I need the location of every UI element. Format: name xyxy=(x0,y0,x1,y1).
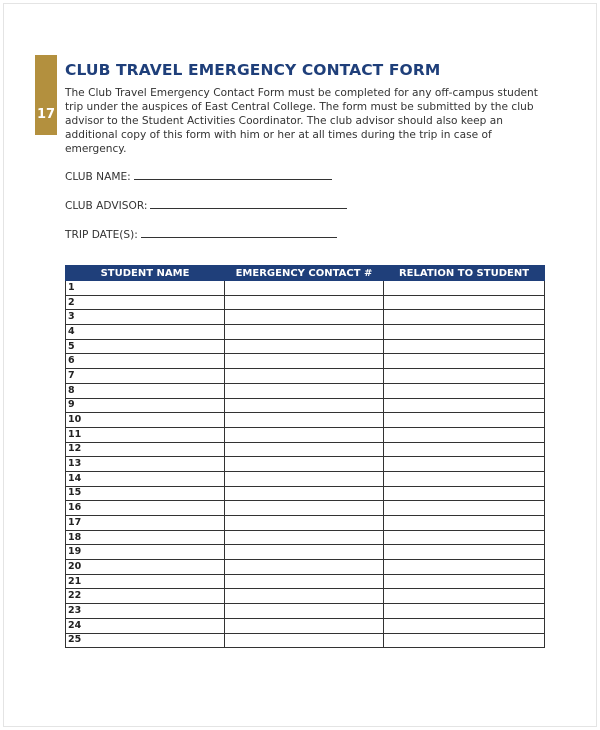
student-name-cell[interactable] xyxy=(66,604,225,619)
relation-cell[interactable] xyxy=(384,457,545,472)
row-number: 18 xyxy=(68,531,82,543)
table-row xyxy=(66,530,545,545)
header-student-name: STUDENT NAME xyxy=(66,266,225,281)
relation-cell[interactable] xyxy=(384,413,545,428)
relation-cell[interactable] xyxy=(384,486,545,501)
relation-cell[interactable] xyxy=(384,574,545,589)
emergency-contact-cell[interactable] xyxy=(225,369,384,384)
row-number: 10 xyxy=(68,414,82,426)
emergency-contact-cell[interactable] xyxy=(225,545,384,560)
form-title: CLUB TRAVEL EMERGENCY CONTACT FORM xyxy=(65,61,441,79)
relation-cell[interactable] xyxy=(384,471,545,486)
table-row xyxy=(66,339,545,354)
table-row xyxy=(66,281,545,296)
table-row xyxy=(66,516,545,531)
student-name-cell[interactable] xyxy=(66,398,225,413)
row-number: 11 xyxy=(68,428,82,440)
table-row xyxy=(66,354,545,369)
relation-cell[interactable] xyxy=(384,633,545,648)
student-name-cell[interactable] xyxy=(66,560,225,575)
row-number: 6 xyxy=(68,355,75,367)
student-name-cell[interactable] xyxy=(66,574,225,589)
table-row xyxy=(66,398,545,413)
relation-cell[interactable] xyxy=(384,560,545,575)
row-number: 25 xyxy=(68,634,82,646)
student-name-cell[interactable] xyxy=(66,486,225,501)
relation-cell[interactable] xyxy=(384,325,545,340)
row-number: 12 xyxy=(68,443,82,455)
table-row xyxy=(66,604,545,619)
emergency-contact-cell[interactable] xyxy=(225,413,384,428)
relation-cell[interactable] xyxy=(384,310,545,325)
table-row xyxy=(66,501,545,516)
student-name-cell[interactable] xyxy=(66,633,225,648)
table-row xyxy=(66,457,545,472)
table-header-row xyxy=(66,266,545,281)
student-name-cell[interactable] xyxy=(66,530,225,545)
student-name-cell[interactable] xyxy=(66,413,225,428)
row-number: 5 xyxy=(68,340,75,352)
student-name-cell[interactable] xyxy=(66,369,225,384)
emergency-contact-cell[interactable] xyxy=(225,471,384,486)
emergency-contact-cell[interactable] xyxy=(225,398,384,413)
table-row xyxy=(66,383,545,398)
relation-cell[interactable] xyxy=(384,530,545,545)
row-number: 9 xyxy=(68,399,75,411)
emergency-contact-cell[interactable] xyxy=(225,530,384,545)
relation-cell[interactable] xyxy=(384,339,545,354)
student-name-cell[interactable] xyxy=(66,442,225,457)
relation-cell[interactable] xyxy=(384,281,545,296)
student-name-cell[interactable] xyxy=(66,339,225,354)
student-name-cell[interactable] xyxy=(66,427,225,442)
emergency-contact-cell[interactable] xyxy=(225,383,384,398)
row-number: 8 xyxy=(68,384,75,396)
emergency-contact-cell[interactable] xyxy=(225,295,384,310)
header-emergency-contact: EMERGENCY CONTACT # xyxy=(225,266,384,281)
table-row xyxy=(66,545,545,560)
emergency-contact-cell[interactable] xyxy=(225,354,384,369)
relation-cell[interactable] xyxy=(384,442,545,457)
emergency-contact-cell[interactable] xyxy=(225,486,384,501)
club-advisor-label: CLUB ADVISOR: xyxy=(65,200,148,212)
row-number: 7 xyxy=(68,369,75,381)
emergency-contact-cell[interactable] xyxy=(225,516,384,531)
trip-dates-field[interactable] xyxy=(65,227,337,241)
table-row xyxy=(66,486,545,501)
student-name-cell[interactable] xyxy=(66,354,225,369)
row-number: 23 xyxy=(68,604,82,616)
emergency-contact-cell[interactable] xyxy=(225,281,384,296)
student-name-cell[interactable] xyxy=(66,471,225,486)
table-row xyxy=(66,295,545,310)
emergency-contact-cell[interactable] xyxy=(225,618,384,633)
emergency-contact-table xyxy=(65,265,545,648)
row-number: 3 xyxy=(68,311,75,323)
emergency-contact-cell[interactable] xyxy=(225,574,384,589)
row-number: 21 xyxy=(68,575,82,587)
relation-cell[interactable] xyxy=(384,589,545,604)
student-name-cell[interactable] xyxy=(66,545,225,560)
relation-cell[interactable] xyxy=(384,501,545,516)
table-row xyxy=(66,560,545,575)
table-row xyxy=(66,369,545,384)
table-row xyxy=(66,442,545,457)
relation-cell[interactable] xyxy=(384,398,545,413)
emergency-contact-cell[interactable] xyxy=(225,442,384,457)
emergency-contact-cell[interactable] xyxy=(225,589,384,604)
emergency-contact-cell[interactable] xyxy=(225,604,384,619)
student-name-cell[interactable] xyxy=(66,383,225,398)
row-number: 20 xyxy=(68,560,82,572)
relation-cell[interactable] xyxy=(384,383,545,398)
emergency-contact-cell[interactable] xyxy=(225,560,384,575)
row-number: 19 xyxy=(68,546,82,558)
row-number: 4 xyxy=(68,325,75,337)
table-row xyxy=(66,413,545,428)
student-name-cell[interactable] xyxy=(66,501,225,516)
row-number: 24 xyxy=(68,619,82,631)
row-number: 13 xyxy=(68,458,82,470)
header-relation: RELATION TO STUDENT xyxy=(384,266,545,281)
table-row xyxy=(66,427,545,442)
table-row xyxy=(66,589,545,604)
page-number-tab xyxy=(35,55,57,135)
relation-cell[interactable] xyxy=(384,618,545,633)
student-name-cell[interactable] xyxy=(66,281,225,296)
emergency-contact-cell[interactable] xyxy=(225,310,384,325)
row-number: 1 xyxy=(68,281,75,293)
table-row xyxy=(66,310,545,325)
club-name-label: CLUB NAME: xyxy=(65,171,131,183)
emergency-contact-cell[interactable] xyxy=(225,427,384,442)
student-name-cell[interactable] xyxy=(66,618,225,633)
intro-paragraph: The Club Travel Emergency Contact Form must be completed for any off-campus student trip under the auspices of East Central College. The form must be submitted by the club advisor to the Student Activities Coordinator. The club advisor should also keep an additional copy of this form with him or her at all times during the trip in case of emergency. xyxy=(65,87,538,155)
row-number: 17 xyxy=(68,516,82,528)
table-row xyxy=(66,325,545,340)
trip-dates-label: TRIP DATE(S): xyxy=(65,229,138,241)
relation-cell[interactable] xyxy=(384,427,545,442)
student-name-cell[interactable] xyxy=(66,295,225,310)
student-name-cell[interactable] xyxy=(66,589,225,604)
club-name-line[interactable] xyxy=(134,169,332,180)
club-advisor-field[interactable] xyxy=(65,198,347,212)
row-number: 16 xyxy=(68,502,82,514)
row-number: 2 xyxy=(68,296,75,308)
relation-cell[interactable] xyxy=(384,295,545,310)
table-row xyxy=(66,633,545,648)
emergency-contact-cell[interactable] xyxy=(225,339,384,354)
student-name-cell[interactable] xyxy=(66,516,225,531)
emergency-contact-cell[interactable] xyxy=(225,633,384,648)
emergency-contact-cell[interactable] xyxy=(225,325,384,340)
club-advisor-line[interactable] xyxy=(150,198,347,209)
emergency-contact-cell[interactable] xyxy=(225,501,384,516)
page-number: 17 xyxy=(36,107,56,122)
student-name-cell[interactable] xyxy=(66,457,225,472)
table-row xyxy=(66,618,545,633)
emergency-contact-cell[interactable] xyxy=(225,457,384,472)
relation-cell[interactable] xyxy=(384,369,545,384)
table-row xyxy=(66,471,545,486)
row-number: 15 xyxy=(68,487,82,499)
student-name-cell[interactable] xyxy=(66,325,225,340)
student-name-cell[interactable] xyxy=(66,310,225,325)
trip-dates-line[interactable] xyxy=(141,227,337,238)
relation-cell[interactable] xyxy=(384,354,545,369)
relation-cell[interactable] xyxy=(384,516,545,531)
club-name-field[interactable] xyxy=(65,169,332,183)
row-number: 14 xyxy=(68,472,82,484)
row-number: 22 xyxy=(68,590,82,602)
relation-cell[interactable] xyxy=(384,604,545,619)
table-row xyxy=(66,574,545,589)
relation-cell[interactable] xyxy=(384,545,545,560)
